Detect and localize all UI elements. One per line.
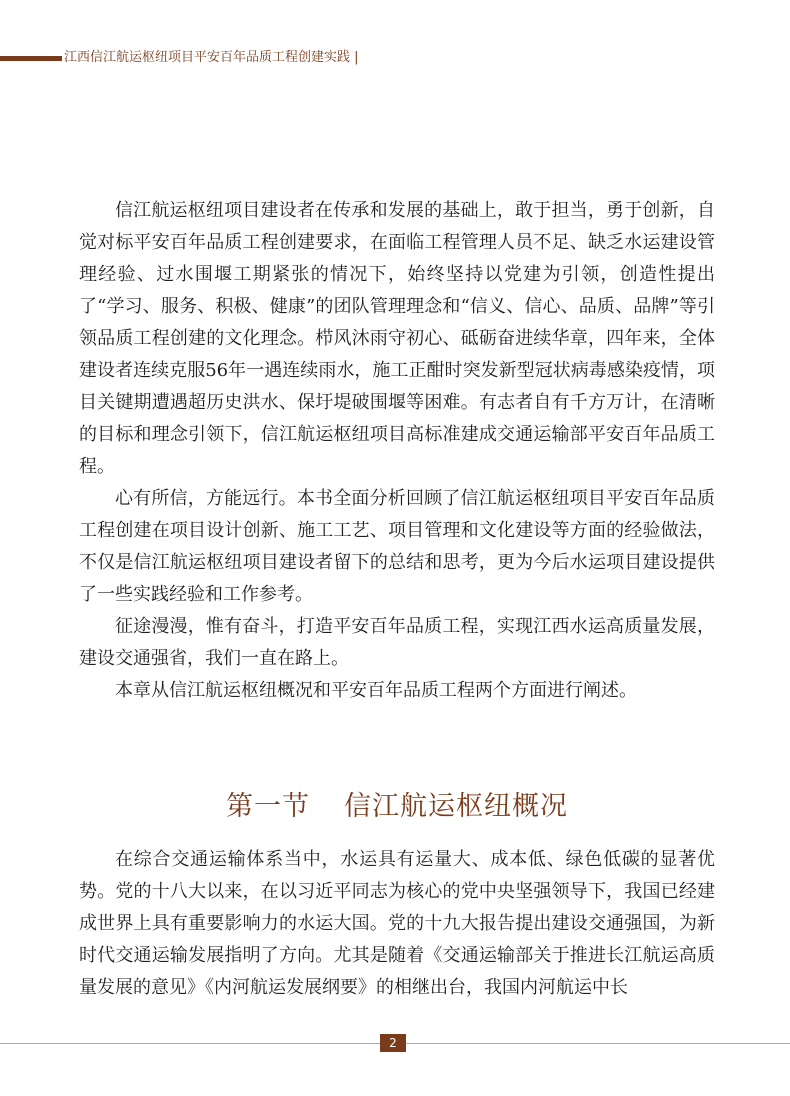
intro-text (79, 195, 715, 707)
section-heading (79, 785, 715, 829)
page-number: 2 (380, 1034, 406, 1052)
intro-paragraph-4: 本章从信江航运枢纽概况和平安百年品质工程两个方面进行阐述。 (115, 680, 637, 701)
section-paragraph-1: 在综合交通运输体系当中，水运具有运量大、成本低、绿色低碳的显著优势。党的十八大以来，在以习近平同志为核心的党中央坚强领导下，我国已经建成世界上具有重要影响力的水运大国。党的十九大报告提出建设交通强国，为新时代交通运输发展指明了方向。尤其是随着《交通运输部关于推进长江航运高质量发展的意见》《内河航运发展纲要》的相继出台，我国内河航运中长 (79, 849, 715, 998)
intro-paragraph-2: 心有所信，方能远行。本书全面分析回顾了信江航运枢纽项目平安百年品质工程创建在项目设计创新、施工工艺、项目管理和文化建设等方面的经验做法，不仅是信江航运枢纽项目建设者留下的总结和思考，更为今后水运项目建设提供了一些实践经验和工作参考。 (79, 488, 715, 605)
section-title: 信江航运枢纽概况 (344, 791, 568, 822)
intro-paragraph-1: 信江航运枢纽项目建设者在传承和发展的基础上，敢于担当，勇于创新，自觉对标平安百年品质工程创建要求，在面临工程管理人员不足、缺乏水运建设管理经验、过水围堰工期紧张的情况下，始终坚持以党建为引领，创造性提出了“学习、服务、积极、健康”的团队管理理念和“信义、信心、品质、品牌”等引领品质工程创建的文化理念。栉风沐雨守初心、砥砺奋进续华章，四年来，全体建设者连续克服56年一遇连续雨水，施工正酣时突发新型冠状病毒感染疫情，项目关键期遭遇超历史洪水、保圩堤破围堰等困难。有志者自有千方万计，在清晰的目标和理念引领下，信江航运枢纽项目高标准建成交通运输部平安百年品质工程。 (79, 200, 715, 477)
section-text (79, 844, 715, 1004)
header-accent-bar (0, 56, 62, 61)
section-number: 第一节 (226, 791, 310, 822)
header-title: 江西信江航运枢纽项目平安百年品质工程创建实践 | (64, 50, 359, 65)
intro-paragraph-3: 征途漫漫，惟有奋斗，打造平安百年品质工程，实现江西水运高质量发展，建设交通强省，我们一直在路上。 (79, 616, 715, 669)
running-header (0, 46, 400, 70)
